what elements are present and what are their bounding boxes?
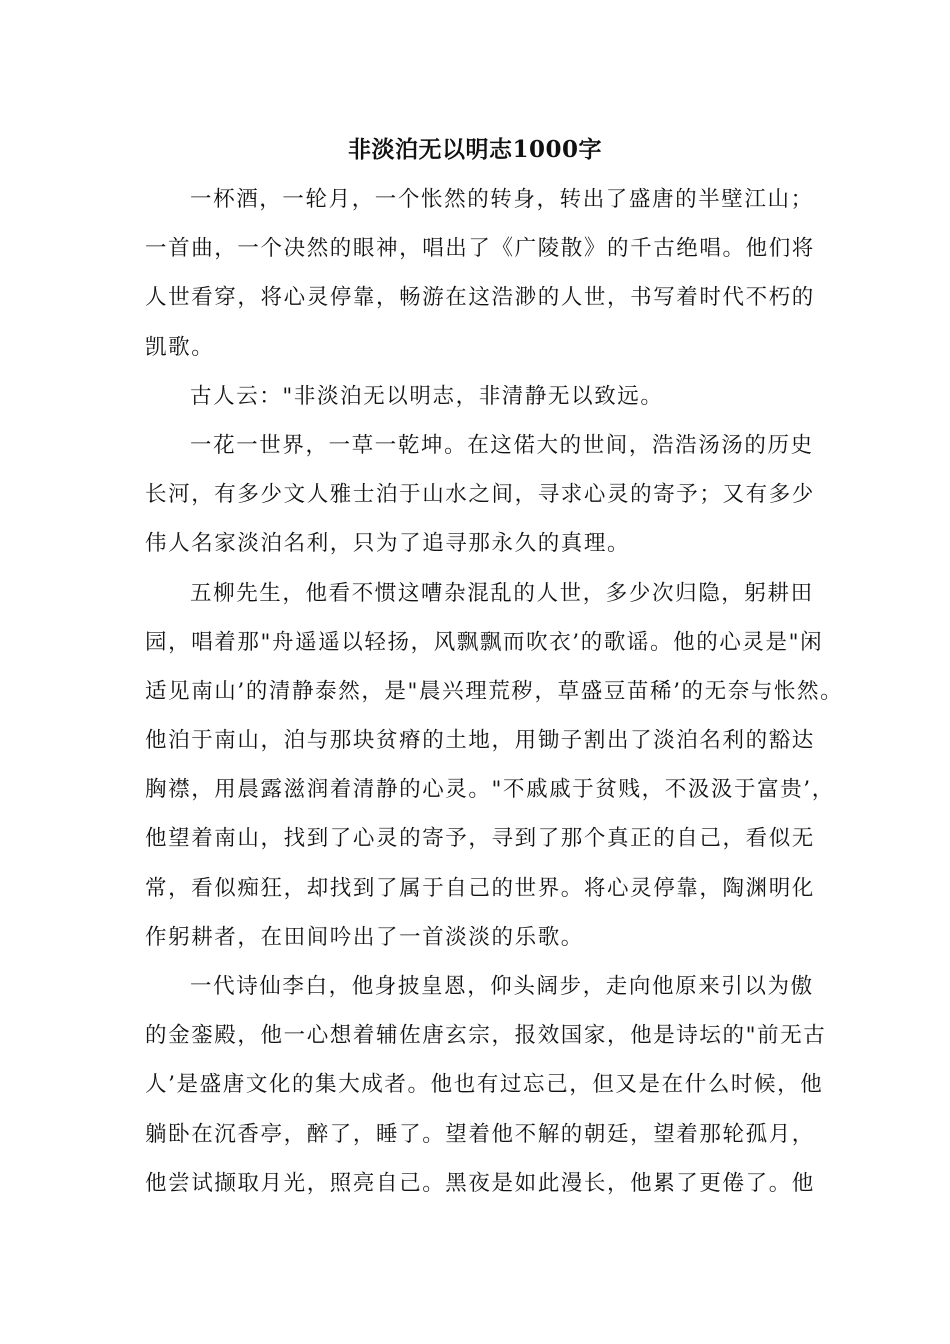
text-line: 他尝试撷取月光，照亮自己。黑夜是如此漫长，他累了更倦了。他	[145, 1170, 815, 1196]
text-line: 一杯酒，一轮月，一个怅然的转身，转出了盛唐的半壁江山；	[190, 187, 814, 212]
text-line: 的金銮殿，他一心想着辅佐唐玄宗，报效国家，他是诗坛的"前无古	[145, 1023, 827, 1049]
text-line: 凯歌。	[145, 334, 215, 360]
text-line: 他泊于南山，泊与那块贫瘠的土地，用锄子割出了淡泊名利的豁达	[145, 728, 815, 754]
text-line: 五柳先生，他看不惯这嘈杂混乱的人世，多少次归隐，躬耕田	[190, 580, 814, 606]
text-line: 人’是盛唐文化的集大成者。他也有过忘己，但又是在什么时候，他	[145, 1072, 824, 1098]
text-line: 长河，有多少文人雅士泊于山水之间，寻求心灵的寄予；又有多少	[145, 482, 815, 508]
text-line: 园，唱着那"舟遥遥以轻扬，风飘飘而吹衣’的歌谣。他的心灵是"闲	[145, 629, 824, 655]
text-line: 古人云："非淡泊无以明志，非清静无以致远。	[190, 383, 664, 409]
text-line: 躺卧在沉香亭，醉了，睡了。望着他不解的朝廷，望着那轮孤月，	[145, 1121, 815, 1147]
text-line: 一花一世界，一草一乾坤。在这偌大的世间，浩浩汤汤的历史	[190, 432, 814, 458]
text-line: 一代诗仙李白，他身披皇恩，仰头阔步，走向他原来引以为傲	[190, 974, 814, 999]
document-body	[145, 180, 844, 1213]
text-line: 他望着南山，找到了心灵的寄予，寻到了那个真正的自己，看似无	[145, 826, 815, 852]
text-line: 人世看穿，将心灵停靠，畅游在这浩渺的人世，书写着时代不朽的	[145, 285, 815, 311]
text-line: 常，看似痴狂，却找到了属于自己的世界。将心灵停靠，陶渊明化	[145, 875, 815, 901]
document-title: 非淡泊无以明志1000字	[347, 136, 602, 163]
text-line: 伟人名家淡泊名利，只为了追寻那永久的真理。	[145, 531, 631, 557]
text-line: 作躬耕者，在田间吟出了一首淡淡的乐歌。	[145, 924, 584, 950]
text-line: 适见南山’的清静泰然，是"晨兴理荒秽，草盛豆苗稀’的无奈与怅然。	[145, 678, 844, 704]
text-line: 一首曲，一个决然的眼神，唱出了《广陵散》的千古绝唱。他们将	[145, 236, 815, 262]
text-line: 胸襟，用晨露滋润着清静的心灵。"不戚戚于贫贱，不汲汲于富贵’，	[145, 777, 835, 803]
